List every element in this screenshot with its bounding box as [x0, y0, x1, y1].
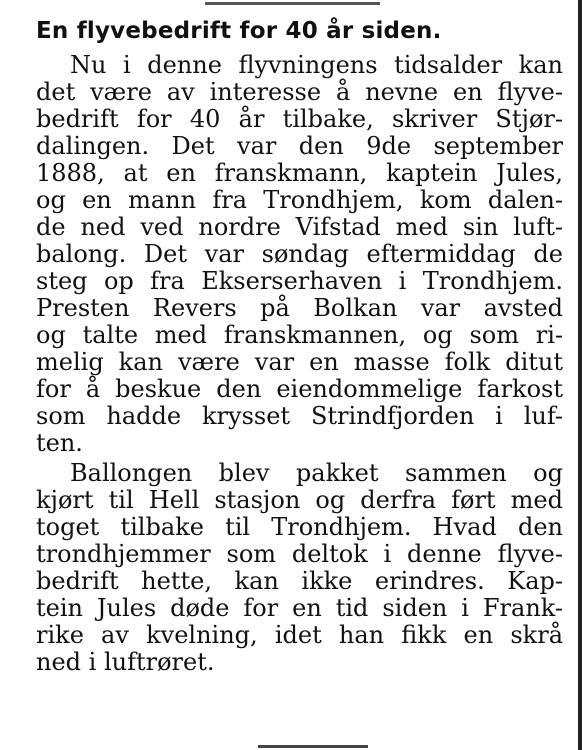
article-line: ned i luftrøret.: [36, 648, 215, 676]
article-line: Presten Revers på Bolkan var avsted: [36, 294, 563, 322]
article-line: melig kan være var en masse folk ditut: [36, 348, 563, 376]
article-line: steg op fra Ekserserhaven i Trondhjem.: [36, 267, 563, 295]
article-line: toget tilbake til Trondhjem. Hvad den: [36, 513, 563, 541]
article-line: som hadde krysset Strindfjorden i luf-: [36, 402, 563, 430]
article-line: for å beskue den eiendommelige farkost: [36, 375, 563, 403]
article-line: det være av interesse å nevne en flyve-: [36, 78, 563, 106]
article-line: Ballongen blev pakket sammen og: [70, 459, 563, 487]
bottom-rule: [258, 745, 368, 748]
page-edge: [578, 0, 582, 750]
article-line: og talte med franskmannen, og som ri-: [36, 321, 563, 349]
article-line: og en mann fra Trondhjem, kom dalen-: [36, 186, 563, 214]
article-line: tein Jules døde for en tid siden i Frank-: [36, 594, 563, 622]
article-line: dalingen. Det var den 9de september: [36, 132, 563, 160]
article-line: bedrift for 40 år tilbake, skriver Stjør-: [36, 105, 563, 133]
article-line: Nu i denne flyvningens tidsalder kan: [70, 51, 563, 79]
article-line: balong. Det var søndag eftermiddag de: [36, 240, 563, 268]
article-line: de ned ved nordre Vifstad med sin luft-: [36, 213, 563, 241]
article-headline: En flyvebedrift for 40 år siden.: [36, 18, 442, 44]
article-line: bedrift hette, kan ikke erindres. Kap-: [36, 567, 563, 595]
article-line: trondhjemmer som deltok i denne flyve-: [36, 540, 563, 568]
article-line: 1888, at en franskmann, kaptein Jules,: [36, 159, 563, 187]
article-line: rike av kvelning, idet han fikk en skrå: [36, 621, 563, 649]
article-line: ten.: [36, 429, 83, 457]
article-line: kjørt til Hell stasjon og derfra ført med: [36, 486, 563, 514]
top-rule: [205, 2, 380, 5]
